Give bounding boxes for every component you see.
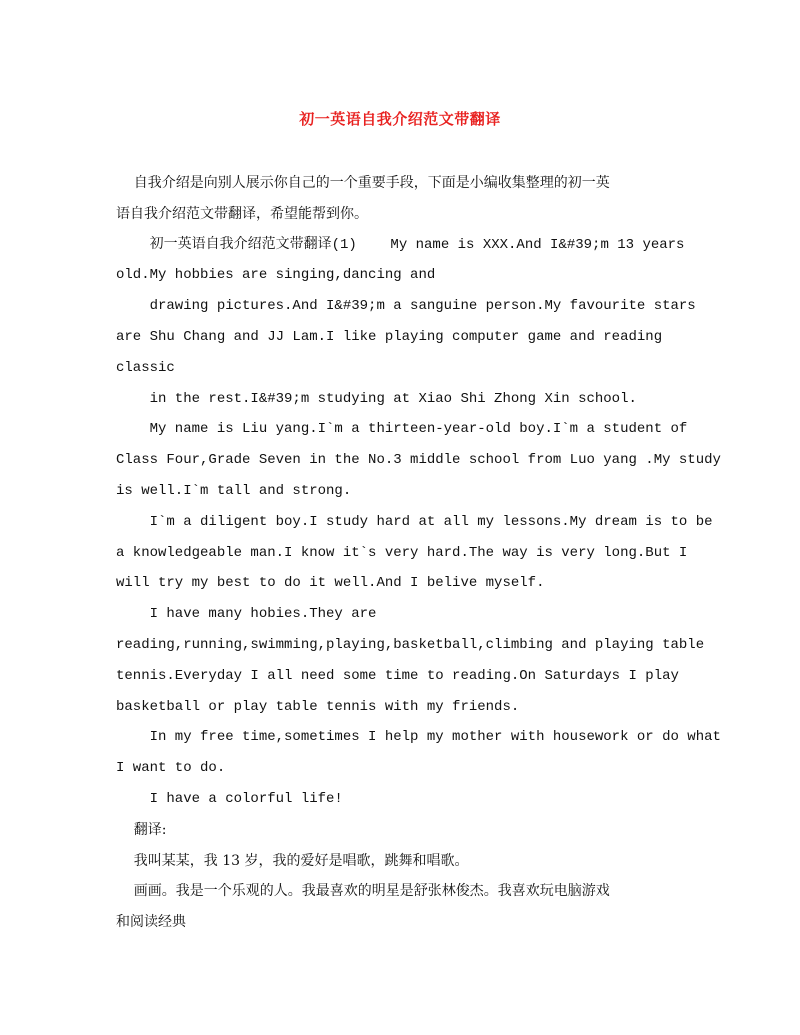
document-body [116, 168, 721, 938]
paragraph-line: is well.I`m tall and strong. [116, 482, 352, 499]
paragraph-line: I have many hobies.They are [116, 606, 377, 623]
paragraph-line: I want to do. [116, 760, 226, 777]
paragraph-line: classic [116, 359, 175, 376]
paragraph-line: 和阅读经典 [116, 914, 186, 931]
paragraph-line: will try my best to do it well.And I belive myself. [116, 575, 545, 592]
paragraph-line: reading,running,swimming,playing,basketball,climbing and playing table [116, 636, 705, 653]
paragraph-line: a knowledgeable man.I know it`s very hard.The way is very long.But I [116, 544, 688, 561]
paragraph-line: In my free time,sometimes I help my mother with housework or do what [116, 729, 721, 746]
paragraph-line: 初一英语自我介绍范文带翻译(1) My name is XXX.And I&#39;m 13 years [116, 236, 685, 253]
document-title: 初一英语自我介绍范文带翻译 [299, 110, 501, 128]
paragraph-line: 语自我介绍范文带翻译，希望能帮到你。 [116, 205, 368, 222]
paragraph-line: old.My hobbies are singing,dancing and [116, 267, 436, 284]
paragraph-line: I`m a diligent boy.I study hard at all my lessons.My dream is to be [116, 513, 713, 530]
paragraph-line: My name is Liu yang.I`m a thirteen-year-old boy.I`m a student of [116, 421, 688, 438]
paragraph-line: tennis.Everyday I all need some time to reading.On Saturdays I play [116, 667, 679, 684]
paragraph-line: Class Four,Grade Seven in the No.3 middle school from Luo yang .My study [116, 452, 721, 469]
paragraph-line: are Shu Chang and JJ Lam.I like playing computer game and reading [116, 328, 663, 345]
paragraph-line: 我叫某某，我 13 岁，我的爱好是唱歌，跳舞和唱歌。 [116, 852, 469, 869]
paragraph-line: 翻译: [116, 821, 167, 838]
paragraph-line: 自我介绍是向别人展示你自己的一个重要手段，下面是小编收集整理的初一英 [116, 175, 610, 191]
paragraph-line: 画画。我是一个乐观的人。我最喜欢的明星是舒张林俊杰。我喜欢玩电脑游戏 [116, 883, 610, 900]
paragraph-line: drawing pictures.And I&#39;m a sanguine person.My favourite stars [116, 298, 696, 315]
paragraph-line: basketball or play table tennis with my friends. [116, 698, 520, 715]
paragraph-line: in the rest.I&#39;m studying at Xiao Shi Zhong Xin school. [116, 390, 637, 407]
paragraph-line: I have a colorful life! [116, 790, 343, 807]
